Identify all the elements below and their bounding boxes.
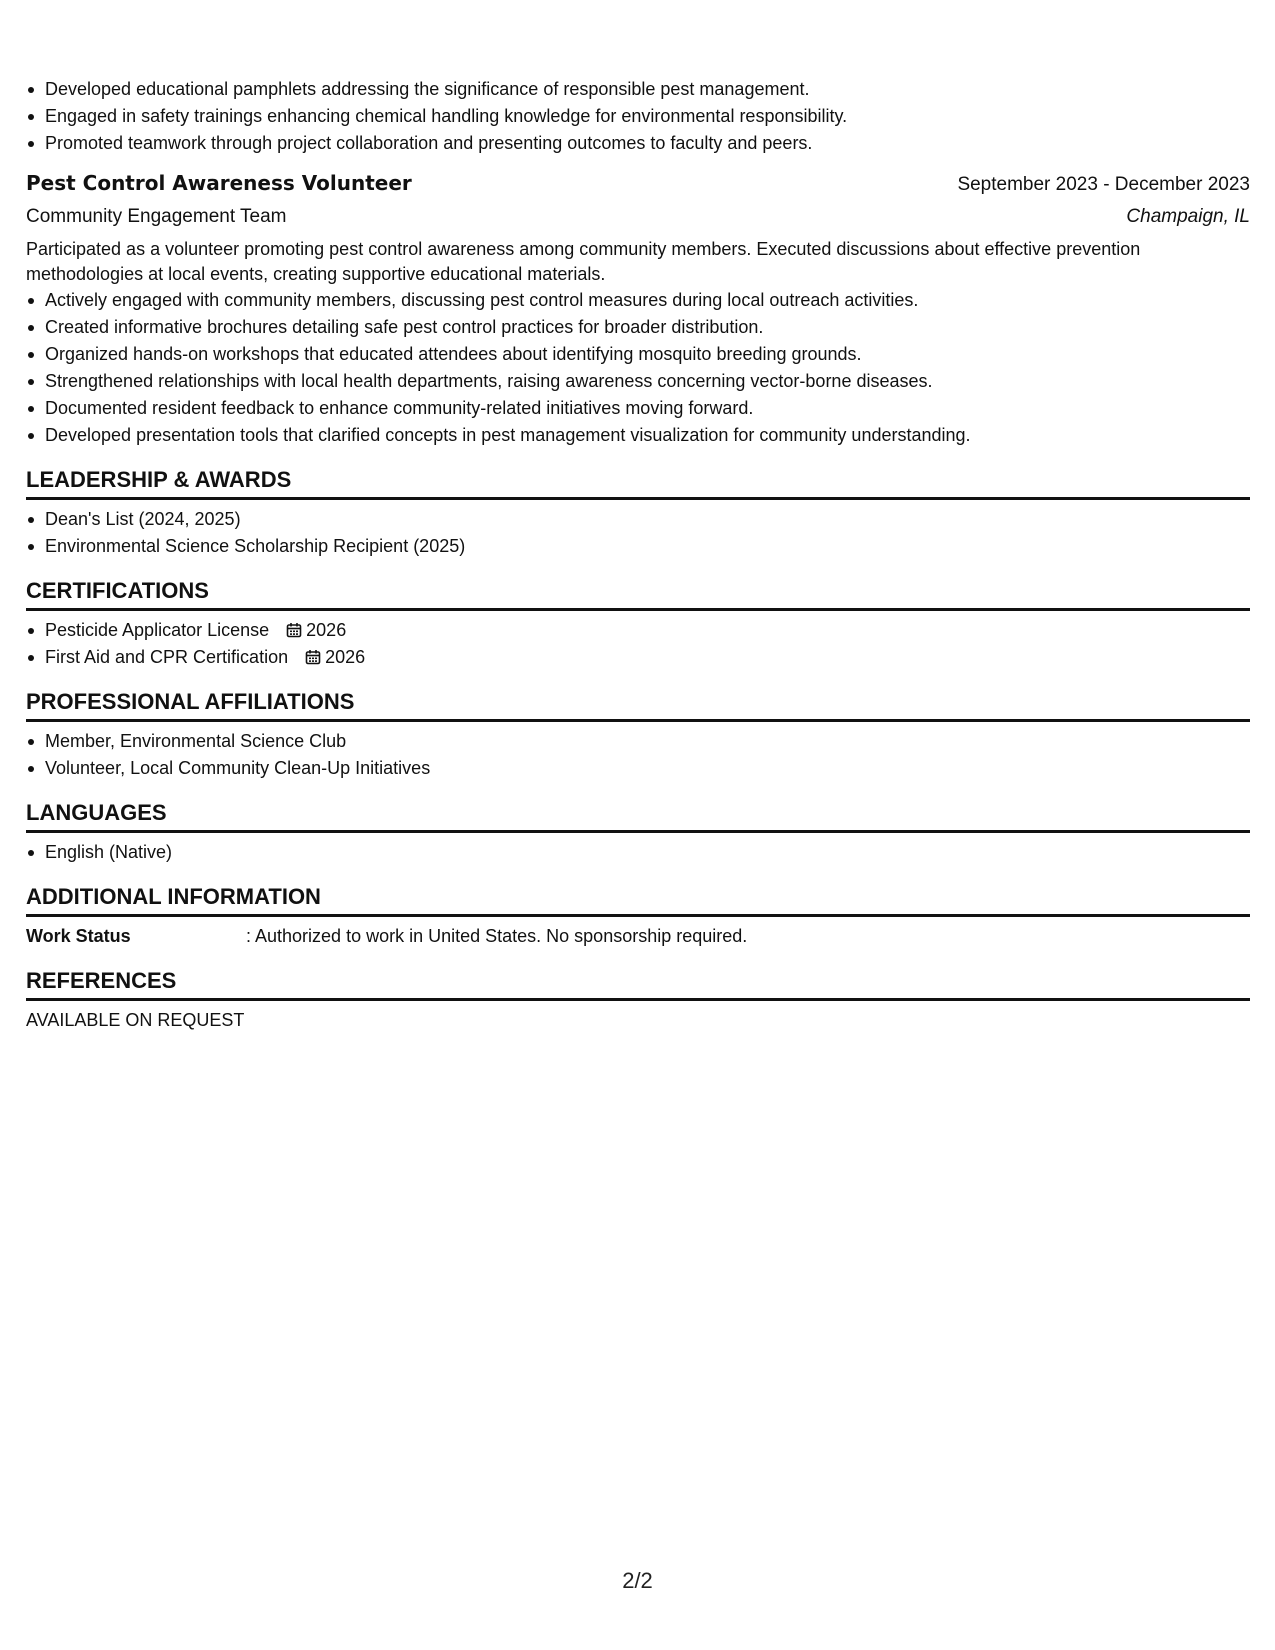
certification-year: 2026 xyxy=(325,647,366,667)
job-title: Pest Control Awareness Volunteer xyxy=(26,171,412,195)
affiliations-list xyxy=(26,728,1250,782)
languages-list xyxy=(26,839,1250,866)
certification-year: 2026 xyxy=(306,620,347,640)
list-item: Environmental Science Scholarship Recipient (2025) xyxy=(26,533,1250,560)
job-location: Champaign, IL xyxy=(1126,206,1250,227)
section-title-references: REFERENCES xyxy=(26,966,1250,1001)
section-title-certifications: CERTIFICATIONS xyxy=(26,576,1250,611)
list-item xyxy=(26,617,1250,644)
job-subheader xyxy=(26,201,1250,233)
work-status-value: : Authorized to work in United States. No sponsorship required. xyxy=(246,926,748,946)
list-item: Organized hands-on workshops that educated attendees about identifying mosquito breeding grounds. xyxy=(26,341,1250,368)
job-dates: September 2023 - December 2023 xyxy=(957,174,1250,195)
section-title-affiliations: PROFESSIONAL AFFILIATIONS xyxy=(26,687,1250,722)
list-item: Created informative brochures detailing safe pest control practices for broader distribution. xyxy=(26,314,1250,341)
list-item: Developed educational pamphlets addressing the significance of responsible pest management. xyxy=(26,76,1250,103)
job-organization: Community Engagement Team xyxy=(26,206,287,227)
resume-page xyxy=(26,76,1250,1034)
list-item: Member, Environmental Science Club xyxy=(26,728,1250,755)
section-title-languages: LANGUAGES xyxy=(26,798,1250,833)
job-summary: Participated as a volunteer promoting pest control awareness among community members. Executed discussions about effective prevention methodologies at local events, creating supportive educational materials. xyxy=(26,239,1141,284)
section-title-additional: ADDITIONAL INFORMATION xyxy=(26,882,1250,917)
section-title-leadership: LEADERSHIP & AWARDS xyxy=(26,465,1250,500)
certification-name: Pesticide Applicator License xyxy=(45,620,270,640)
job-header xyxy=(26,167,1250,201)
work-status-row xyxy=(26,923,1250,950)
work-status-label: Work Status xyxy=(26,926,131,946)
list-item: Promoted teamwork through project collaboration and presenting outcomes to faculty and peers. xyxy=(26,130,1250,157)
previous-job-bullets xyxy=(26,76,1250,157)
calendar-icon xyxy=(286,622,302,638)
list-item: Strengthened relationships with local health departments, raising awareness concerning vector-borne diseases. xyxy=(26,368,1250,395)
list-item: English (Native) xyxy=(26,839,1250,866)
references-text: AVAILABLE ON REQUEST xyxy=(26,1010,245,1030)
list-item xyxy=(26,644,1250,671)
leadership-list xyxy=(26,506,1250,560)
list-item: Developed presentation tools that clarified concepts in pest management visualization for community understanding. xyxy=(26,422,1250,449)
list-item: Documented resident feedback to enhance community-related initiatives moving forward. xyxy=(26,395,1250,422)
list-item: Volunteer, Local Community Clean-Up Initiatives xyxy=(26,755,1250,782)
list-item: Dean's List (2024, 2025) xyxy=(26,506,1250,533)
page-number: 2/2 xyxy=(622,1568,653,1593)
list-item: Actively engaged with community members, discussing pest control measures during local outreach activities. xyxy=(26,287,1250,314)
certifications-list xyxy=(26,617,1250,671)
job-bullets xyxy=(26,287,1250,449)
certification-name: First Aid and CPR Certification xyxy=(45,647,289,667)
calendar-icon xyxy=(305,649,321,665)
list-item: Engaged in safety trainings enhancing chemical handling knowledge for environmental responsibility. xyxy=(26,103,1250,130)
